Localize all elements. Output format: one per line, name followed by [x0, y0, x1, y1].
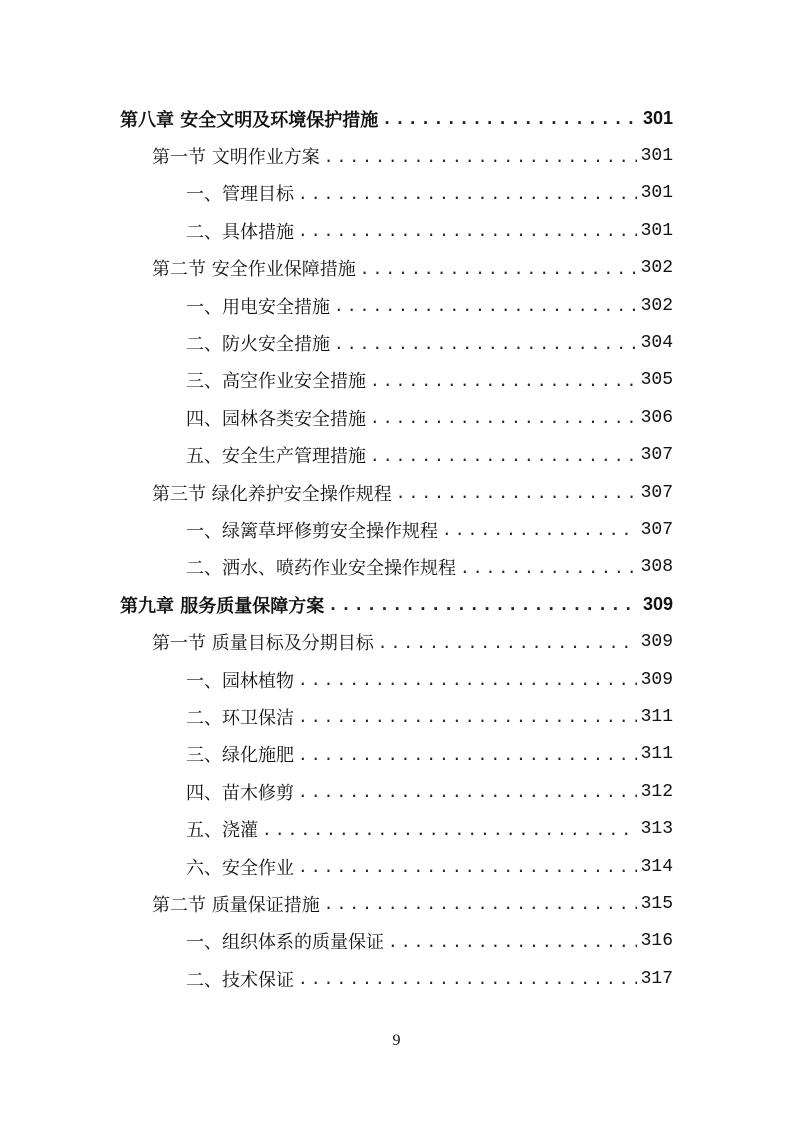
toc-dot-leader — [370, 371, 637, 390]
toc-dot-leader — [298, 184, 637, 203]
toc-subsection-entry[interactable] — [0, 736, 793, 773]
toc-entry-title: 一、组织体系的质量保证 — [186, 932, 384, 954]
toc-subsection-entry[interactable] — [0, 362, 793, 399]
toc-entry-title: 一、园林植物 — [186, 670, 294, 692]
toc-entry-title: 一、用电安全措施 — [186, 296, 330, 318]
toc-entry-page: 306 — [640, 407, 673, 428]
toc-entry-page: 311 — [640, 744, 673, 765]
toc-entry-title: 第三节 绿化养护安全操作规程 — [152, 483, 392, 505]
toc-dot-leader — [298, 745, 637, 764]
toc-entry-page: 307 — [640, 445, 673, 466]
toc-subsection-entry[interactable] — [0, 175, 793, 212]
toc-entry-page: 301 — [640, 146, 673, 167]
toc-entry-page: 309 — [640, 632, 673, 653]
toc-subsection-entry[interactable] — [0, 511, 793, 548]
toc-entry-title: 六、安全作业 — [186, 857, 294, 879]
toc-dot-leader — [378, 633, 637, 652]
toc-entry-page: 315 — [640, 893, 673, 914]
toc-entry-page: 305 — [640, 370, 673, 391]
toc-entry-title: 第一节 文明作业方案 — [152, 147, 320, 169]
toc-entry-page: 302 — [640, 295, 673, 316]
toc-entry-page: 308 — [640, 557, 673, 578]
toc-entry-page: 314 — [640, 856, 673, 877]
table-of-contents — [0, 100, 793, 997]
toc-chapter-entry[interactable] — [0, 100, 793, 137]
toc-section-entry[interactable] — [0, 137, 793, 174]
toc-subsection-entry[interactable] — [0, 848, 793, 885]
toc-dot-leader — [396, 483, 637, 502]
toc-subsection-entry[interactable] — [0, 773, 793, 810]
toc-dot-leader — [388, 932, 637, 951]
toc-subsection-entry[interactable] — [0, 960, 793, 997]
toc-entry-page: 317 — [640, 968, 673, 989]
toc-subsection-entry[interactable] — [0, 212, 793, 249]
toc-subsection-entry[interactable] — [0, 399, 793, 436]
toc-dot-leader — [298, 221, 637, 240]
toc-dot-leader — [382, 109, 639, 128]
toc-entry-title: 四、苗木修剪 — [186, 782, 294, 804]
toc-entry-page: 301 — [640, 220, 673, 241]
toc-subsection-entry[interactable] — [0, 810, 793, 847]
page-number: 9 — [392, 1032, 401, 1049]
toc-subsection-entry[interactable] — [0, 698, 793, 735]
toc-section-entry[interactable] — [0, 250, 793, 287]
toc-dot-leader — [328, 595, 639, 614]
toc-dot-leader — [334, 334, 637, 353]
toc-entry-title: 三、高空作业安全措施 — [186, 371, 366, 393]
toc-subsection-entry[interactable] — [0, 437, 793, 474]
toc-section-entry[interactable] — [0, 623, 793, 660]
toc-entry-page: 304 — [640, 333, 673, 354]
toc-entry-title: 四、园林各类安全措施 — [186, 408, 366, 430]
toc-chapter-entry[interactable] — [0, 586, 793, 623]
toc-entry-title: 五、浇灌 — [186, 820, 258, 842]
toc-section-entry[interactable] — [0, 474, 793, 511]
toc-dot-leader — [370, 408, 637, 427]
toc-entry-title: 三、绿化施肥 — [186, 745, 294, 767]
toc-dot-leader — [298, 707, 637, 726]
toc-entry-title: 第九章 服务质量保障方案 — [120, 595, 325, 617]
toc-entry-page: 311 — [640, 706, 673, 727]
toc-entry-page: 313 — [640, 819, 673, 840]
toc-entry-title: 二、防火安全措施 — [186, 334, 330, 356]
toc-entry-page: 307 — [640, 482, 673, 503]
toc-subsection-entry[interactable] — [0, 287, 793, 324]
toc-entry-page: 309 — [642, 594, 673, 615]
toc-dot-leader — [360, 259, 637, 278]
toc-entry-page: 301 — [640, 183, 673, 204]
toc-entry-title: 二、环卫保洁 — [186, 707, 294, 729]
toc-entry-page: 307 — [640, 519, 673, 540]
toc-dot-leader — [324, 147, 637, 166]
toc-dot-leader — [370, 446, 637, 465]
toc-subsection-entry[interactable] — [0, 923, 793, 960]
toc-dot-leader — [324, 894, 637, 913]
toc-entry-title: 五、安全生产管理措施 — [186, 446, 366, 468]
toc-subsection-entry[interactable] — [0, 324, 793, 361]
toc-entry-title: 第二节 安全作业保障措施 — [152, 259, 356, 281]
toc-dot-leader — [298, 969, 637, 988]
toc-entry-page: 312 — [640, 781, 673, 802]
toc-entry-page: 302 — [640, 258, 673, 279]
toc-subsection-entry[interactable] — [0, 661, 793, 698]
toc-entry-page: 316 — [640, 931, 673, 952]
toc-entry-title: 二、洒水、喷药作业安全操作规程 — [186, 558, 456, 580]
toc-dot-leader — [442, 520, 637, 539]
toc-entry-page: 301 — [642, 108, 673, 129]
toc-dot-leader — [298, 782, 637, 801]
toc-entry-title: 二、具体措施 — [186, 221, 294, 243]
toc-entry-title: 一、绿篱草坪修剪安全操作规程 — [186, 520, 438, 542]
toc-entry-title: 第一节 质量目标及分期目标 — [152, 633, 374, 655]
toc-dot-leader — [460, 558, 637, 577]
toc-entry-title: 二、技术保证 — [186, 969, 294, 991]
toc-entry-page: 309 — [640, 669, 673, 690]
toc-entry-title: 一、管理目标 — [186, 184, 294, 206]
toc-entry-title: 第八章 安全文明及环境保护措施 — [120, 109, 379, 131]
toc-section-entry[interactable] — [0, 885, 793, 922]
toc-dot-leader — [298, 670, 637, 689]
toc-dot-leader — [298, 857, 637, 876]
toc-dot-leader — [262, 820, 637, 839]
toc-entry-title: 第二节 质量保证措施 — [152, 894, 320, 916]
toc-dot-leader — [334, 296, 637, 315]
toc-subsection-entry[interactable] — [0, 549, 793, 586]
